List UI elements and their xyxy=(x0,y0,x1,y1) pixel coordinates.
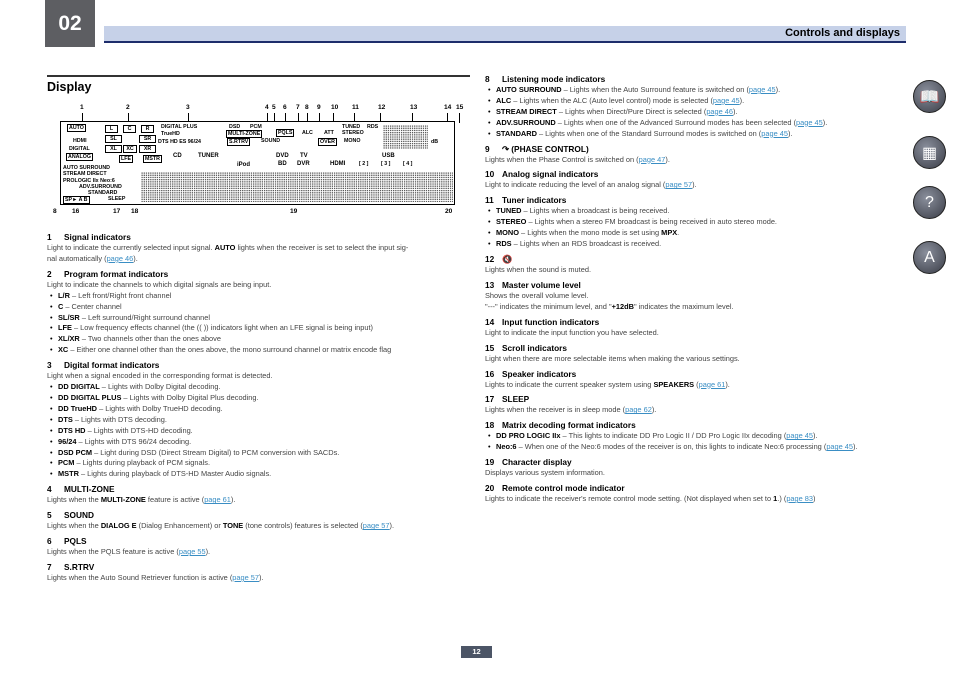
character-display-matrix xyxy=(141,172,453,202)
volume-level-display xyxy=(383,125,428,149)
chapter-number: 02 xyxy=(45,0,95,47)
callout: 17 xyxy=(113,208,121,215)
paragraph: Light to indicate the currently selected input signal. AUTO lights when the receiver is set to select the input sig- nal automatically (page 46). xyxy=(47,243,409,263)
header-title: Controls and displays xyxy=(785,27,900,39)
heading: 14 Input function indicators xyxy=(485,316,600,327)
list: • AUTO SURROUND – Lights when the Auto Surround feature is switched on (page 45). • ALC – Lights when the ALC (Auto level control) mode is selected (page 45). • STREAM DIRECT – Lights when Direct/Pure Direct is selected (page 46). • ADV.SURROUND – Lights when one of the Advanced Surround modes has been selected (page 45). • STANDARD – Lights when one of the Standard Surround modes is switched on (page 45). xyxy=(485,85,910,140)
page-link[interactable]: page 47 xyxy=(638,154,666,164)
callout: 3 xyxy=(186,104,190,111)
phase-control-icon: ↷ xyxy=(502,143,512,154)
heading: 18 Matrix decoding format indicators xyxy=(485,420,636,431)
callout: 6 xyxy=(283,104,287,111)
page-link[interactable]: page 57 xyxy=(362,521,390,531)
callout: 18 xyxy=(131,208,139,215)
page-link[interactable]: page 45 xyxy=(786,431,813,441)
callout: 13 xyxy=(410,104,418,111)
callout: 1 xyxy=(80,104,84,111)
front-panel-display: AUTO HDMI DIGITAL ANALOG L C R SL SR XL XC XR LFE MSTR DIGITAL PLUS TrueHD DTS HD ES 96/24 DSD PCM MULTI-ZONE S.RTRV PQLS SOUND ALC ATT TUNED RDS STEREO OVER MONO dB CD TUNER DVD BD TV DVR iPod HDMI USB [ 2 ] [ 3 ] [ 4 ] AUTO SURROUND STREAM DIRECT PROLOGIC IIx Neo:6 ADV.SURROUND STANDARD SP► A B SLEEP xyxy=(60,121,455,205)
page-link[interactable]: page 57 xyxy=(232,572,260,582)
heading: 16 Speaker indicators xyxy=(485,368,577,379)
section-title: Display xyxy=(47,75,470,94)
page-link[interactable]: page 61 xyxy=(698,379,726,389)
callout: 11 xyxy=(352,104,359,111)
page-link[interactable]: page 45 xyxy=(796,117,823,127)
header-bar xyxy=(104,26,906,43)
callout: 2 xyxy=(126,104,130,111)
page-link[interactable]: page 57 xyxy=(665,180,693,190)
callout: 14 xyxy=(444,104,452,111)
page-link[interactable]: page 46 xyxy=(706,106,734,116)
callout: 7 xyxy=(296,104,300,111)
heading: 1 Signal indicators xyxy=(47,232,131,242)
heading: 8 Listening mode indicators xyxy=(485,74,606,84)
list: • TUNED – Lights when a broadcast is being received. • STEREO – Lights when a stereo FM broadcast is being received in auto stereo mode. • MONO – Lights when the mono mode is set using MPX. • RDS – Lights when an RDS broadcast is received. xyxy=(485,206,910,250)
callout: 15 xyxy=(456,104,464,111)
mute-icon: 🔇 xyxy=(502,253,513,264)
heading: 7 S.RTRV xyxy=(47,561,95,572)
page-link[interactable]: page 45 xyxy=(761,128,788,138)
callout: 9 xyxy=(317,104,321,111)
callout: 16 xyxy=(72,208,80,215)
page-link[interactable]: page 55 xyxy=(178,547,206,557)
callout: 20 xyxy=(445,208,453,215)
list: • DD PRO LOGIC IIx – This lights to indicate DD Pro Logic II / DD Pro Logic IIx decoding (page 45). • Neo:6 – When one of the Neo:6 modes of the receiver is on, this lights to indicate Neo:6 processing (page 45). xyxy=(485,431,910,453)
page-link[interactable]: page 45 xyxy=(748,85,776,94)
page-link[interactable]: page 62 xyxy=(625,405,652,415)
page-link[interactable]: page 45 xyxy=(826,442,854,452)
heading: 10 Analog signal indicators xyxy=(485,169,599,180)
callout: 10 xyxy=(331,104,339,111)
heading: 4 MULTI-ZONE xyxy=(47,484,115,495)
callout: 5 xyxy=(272,104,276,111)
heading: 5 SOUND xyxy=(47,510,94,521)
heading: 11 Tuner indicators xyxy=(485,195,567,206)
index-icon[interactable]: A xyxy=(913,241,946,274)
callout: 8 xyxy=(53,208,57,215)
heading: 9 ↷ (PHASE CONTROL) xyxy=(485,143,589,154)
help-disc-icon[interactable]: ? xyxy=(913,186,946,219)
heading: 19 Character display xyxy=(485,457,572,468)
callout: 8 xyxy=(305,104,309,111)
heading: 2 Program format indicators xyxy=(47,268,169,279)
book-icon[interactable]: 📖 xyxy=(913,80,946,113)
heading: 20 Remote control mode indicator xyxy=(485,483,625,494)
callout: 12 xyxy=(378,104,386,111)
heading: 3 Digital format indicators xyxy=(47,360,160,371)
list: • DD DIGITAL – Lights with Dolby Digital decoding. • DD DIGITAL PLUS – Lights with Dolby Digital Plus decoding. • DD TrueHD – Lights with Dolby TrueHD decoding. • DTS – Lights with DTS decoding. • DTS HD – Lights with DTS-HD decoding. • 96/24 – Lights with DTS 96/24 decoding. • DSD PCM – Light during DSD (Direct Stream Digital) to PCM conversion with SACDs. • PCM – Lights during playback of PCM signals. • MSTR – Lights during playback of DTS-HD Master Audio signals. xyxy=(47,382,470,480)
callout: 19 xyxy=(290,208,298,215)
heading: 6 PQLS xyxy=(47,536,87,547)
page-link[interactable]: page 83 xyxy=(786,494,814,504)
list: • L/R – Left front/Right front channel • C – Center channel • SL/SR – Left surround/Right surround channel • LFE – Low frequency effects channel (the (( )) indicators light when an LFE signal is being input) • XL/XR – Two channels other than the ones above • XC – Either one channel other than the ones above, the mono surround channel or matrix encode flag xyxy=(47,291,470,356)
page-number: 12 xyxy=(461,646,492,658)
heading: 12 🔇 xyxy=(485,253,513,264)
page-link[interactable]: page 61 xyxy=(204,495,231,505)
remote-control-icon[interactable]: ▦ xyxy=(913,136,946,169)
callout: 4 xyxy=(265,104,269,111)
heading: 13 Master volume level xyxy=(485,279,581,290)
page-link[interactable]: page 46 xyxy=(106,253,134,263)
heading: 17 SLEEP xyxy=(485,394,530,405)
heading: 15 Scroll indicators xyxy=(485,342,568,353)
page-link[interactable]: page 45 xyxy=(712,95,740,105)
